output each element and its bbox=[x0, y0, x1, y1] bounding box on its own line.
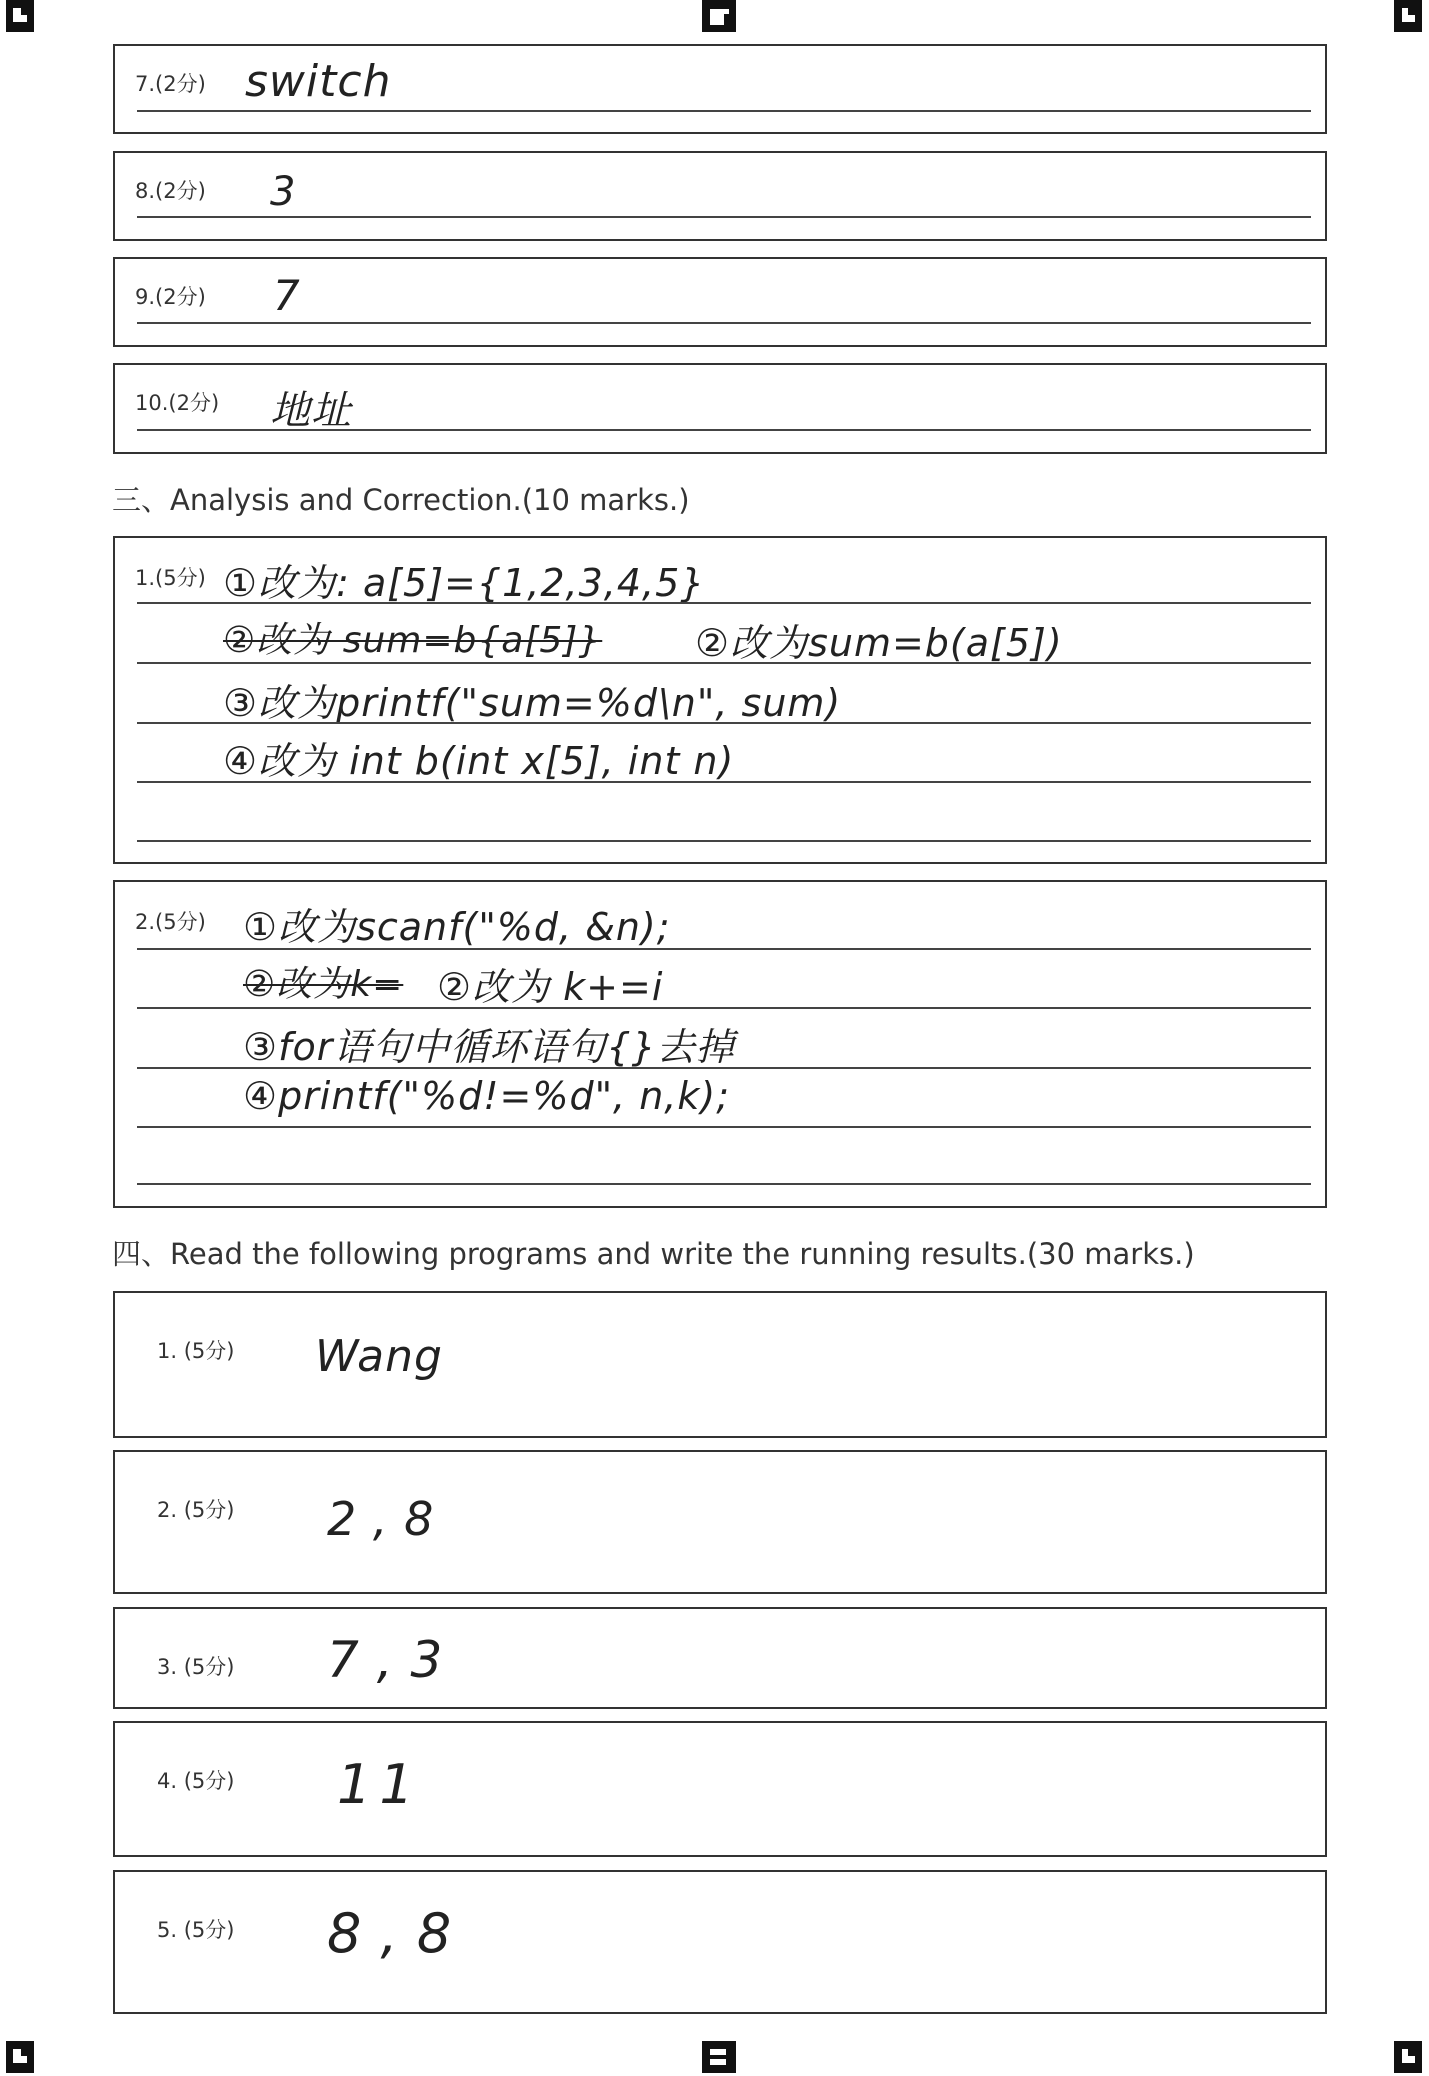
answer-line-1: ①改为scanf("%d, &n); bbox=[243, 905, 671, 949]
answer-line-1: ①改为: a[5]={1,2,3,4,5} bbox=[223, 561, 706, 605]
ruled-line bbox=[137, 1067, 1311, 1069]
ruled-line bbox=[137, 662, 1311, 664]
ruled-line bbox=[137, 602, 1311, 604]
corner-marker-bottom-center bbox=[702, 2041, 736, 2073]
answer-line-3: ③改为printf("sum=%d\n", sum) bbox=[223, 681, 842, 725]
ruled-line bbox=[137, 840, 1311, 842]
result-box-q4 bbox=[113, 1721, 1327, 1857]
answer-text: 3 bbox=[270, 169, 297, 215]
ruled-line bbox=[137, 1126, 1311, 1128]
crossed-out-text: ②改为k= bbox=[243, 964, 404, 1005]
answer-line-4: ④printf("%d!=%d", n,k); bbox=[243, 1074, 730, 1118]
result-box-q2 bbox=[113, 1450, 1327, 1594]
answer-text: Wang bbox=[315, 1331, 443, 1382]
section3-heading: 三、Analysis and Correction.(10 marks.) bbox=[112, 483, 690, 517]
question-label: 2.(5分) bbox=[135, 910, 206, 934]
answer-text: 8 , 8 bbox=[327, 1902, 453, 1965]
answer-line-3: ③for语句中循环语句{}去掉 bbox=[243, 1025, 735, 1069]
question-label: 1.(5分) bbox=[135, 566, 206, 590]
answer-text: 7 bbox=[273, 271, 301, 320]
ruled-line bbox=[137, 948, 1311, 950]
corner-marker-top-center bbox=[702, 0, 736, 32]
answer-box-q9 bbox=[113, 257, 1327, 347]
ruled-line bbox=[137, 722, 1311, 724]
question-label: 2. (5分) bbox=[157, 1498, 235, 1522]
question-label: 8.(2分) bbox=[135, 179, 206, 203]
section4-heading: 四、Read the following programs and write the running results.(30 marks.) bbox=[112, 1237, 1195, 1271]
corner-marker-bottom-right bbox=[1394, 2041, 1422, 2073]
answer-box-q8 bbox=[113, 151, 1327, 241]
question-label: 10.(2分) bbox=[135, 391, 220, 415]
answer-text: switch bbox=[245, 56, 392, 107]
ruled-line bbox=[137, 1007, 1311, 1009]
corner-marker-top-left bbox=[6, 0, 34, 32]
correction-box-q2 bbox=[113, 880, 1327, 1208]
answer-text: 11 bbox=[337, 1753, 422, 1816]
ruled-line bbox=[137, 781, 1311, 783]
answer-line-2: ②改为sum=b(a[5]) bbox=[695, 621, 1063, 665]
question-label: 4. (5分) bbox=[157, 1769, 235, 1793]
answer-line bbox=[137, 429, 1311, 431]
answer-text: 2 , 8 bbox=[327, 1492, 435, 1546]
question-label: 9.(2分) bbox=[135, 285, 206, 309]
result-box-q3 bbox=[113, 1607, 1327, 1709]
answer-line-4: ④改为 int b(int x[5], int n) bbox=[223, 739, 735, 783]
answer-text: 地址 bbox=[270, 388, 352, 434]
question-label: 7.(2分) bbox=[135, 72, 206, 96]
crossed-out-text: ②改为 sum=b{a[5]} bbox=[223, 620, 603, 661]
answer-line bbox=[137, 322, 1311, 324]
corner-marker-bottom-left bbox=[6, 2041, 34, 2073]
result-box-q5 bbox=[113, 1870, 1327, 2014]
answer-box-q10 bbox=[113, 363, 1327, 454]
answer-line bbox=[137, 216, 1311, 218]
question-label: 3. (5分) bbox=[157, 1655, 235, 1679]
answer-text: 7 , 3 bbox=[327, 1631, 444, 1689]
answer-line bbox=[137, 110, 1311, 112]
ruled-line bbox=[137, 1183, 1311, 1185]
question-label: 5. (5分) bbox=[157, 1918, 235, 1942]
question-label: 1. (5分) bbox=[157, 1339, 235, 1363]
correction-box-q1 bbox=[113, 536, 1327, 864]
answer-box-q7 bbox=[113, 44, 1327, 134]
answer-line-2: ②改为 k+=i bbox=[437, 965, 664, 1009]
corner-marker-top-right bbox=[1394, 0, 1422, 32]
result-box-q1 bbox=[113, 1291, 1327, 1438]
